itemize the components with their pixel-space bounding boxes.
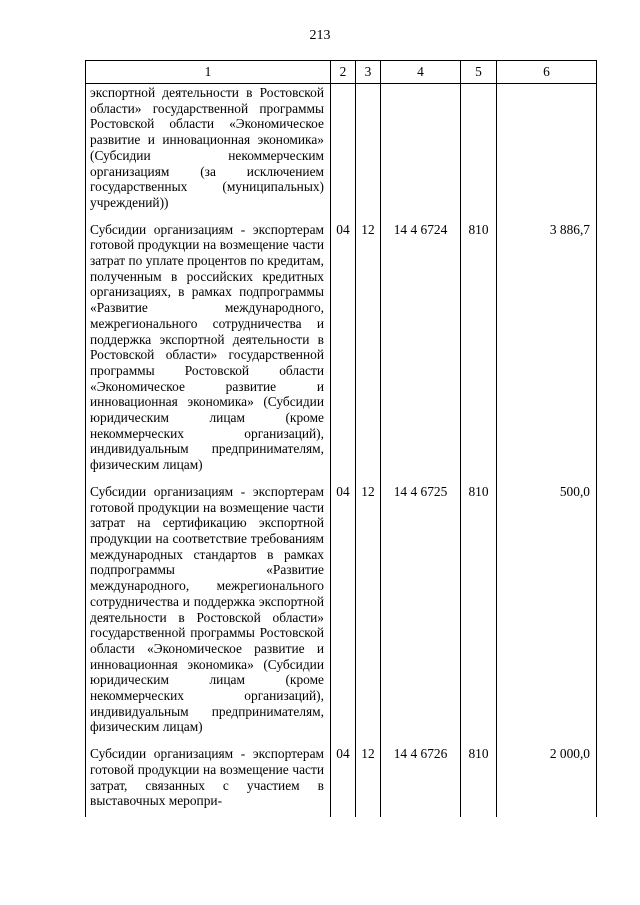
column-header-1: 1 xyxy=(86,61,331,84)
budget-table xyxy=(85,60,597,817)
row-description: Субсидии организациям - экспортерам готовой продукции на возмещение части затрат на сертификацию экспортной продукции на соответствие требованиям международных стандартов в рамках подпрограммы «Развитие международного, межрегионального сотрудничества и поддержка экспортной деятельности в Ростовской области» государственной программы Ростовской области «Экономическое развитие и инновационная экономика» (Субсидии юридическим лицам (кроме некоммерческих организаций), индивидуальным предпринимателям, физическим лицам) xyxy=(86,481,331,743)
row-pr: 12 xyxy=(356,219,381,481)
row-csr: 14 4 6725 xyxy=(381,481,461,743)
row-rz: 04 xyxy=(331,481,356,743)
header-row xyxy=(86,61,597,84)
column-header-2: 2 xyxy=(331,61,356,84)
table-row xyxy=(86,481,597,743)
row-rz: 04 xyxy=(331,219,356,481)
row-amount xyxy=(497,84,597,219)
column-header-5: 5 xyxy=(461,61,497,84)
row-amount: 3 886,7 xyxy=(497,219,597,481)
row-description: Субсидии организациям - экспортерам готовой продукции на возмещение части затрат, связанных с участием в выставочных меропри- xyxy=(86,743,331,817)
column-header-3: 3 xyxy=(356,61,381,84)
column-header-6: 6 xyxy=(497,61,597,84)
row-description: экспортной деятельности в Ростовской области» государственной программы Ростовской области «Экономическое развитие и инновационная экономика» (Субсидии некоммерческим организациям (за исключением государственных (муниципальных) учреждений)) xyxy=(86,84,331,219)
row-vr: 810 xyxy=(461,743,497,817)
row-amount: 2 000,0 xyxy=(497,743,597,817)
row-pr xyxy=(356,84,381,219)
row-vr: 810 xyxy=(461,219,497,481)
row-vr xyxy=(461,84,497,219)
table-row xyxy=(86,84,597,219)
row-pr: 12 xyxy=(356,481,381,743)
page-number: 213 xyxy=(309,28,331,43)
row-csr: 14 4 6726 xyxy=(381,743,461,817)
row-csr xyxy=(381,84,461,219)
table-row xyxy=(86,219,597,481)
row-csr: 14 4 6724 xyxy=(381,219,461,481)
row-vr: 810 xyxy=(461,481,497,743)
row-rz xyxy=(331,84,356,219)
row-pr: 12 xyxy=(356,743,381,817)
table-row xyxy=(86,743,597,817)
row-amount: 500,0 xyxy=(497,481,597,743)
row-description: Субсидии организациям - экспортерам готовой продукции на возмещение части затрат по уплате процентов по кредитам, полученным в российских кредитных организациях, в рамках подпрограммы «Развитие международного, межрегионального сотрудничества и поддержка экспортной деятельности в Ростовской области» государственной программы Ростовской области «Экономическое развитие и инновационная экономика» (Субсидии юридическим лицам (кроме некоммерческих организаций), индивидуальным предпринимателям, физическим лицам) xyxy=(86,219,331,481)
column-header-4: 4 xyxy=(381,61,461,84)
row-rz: 04 xyxy=(331,743,356,817)
